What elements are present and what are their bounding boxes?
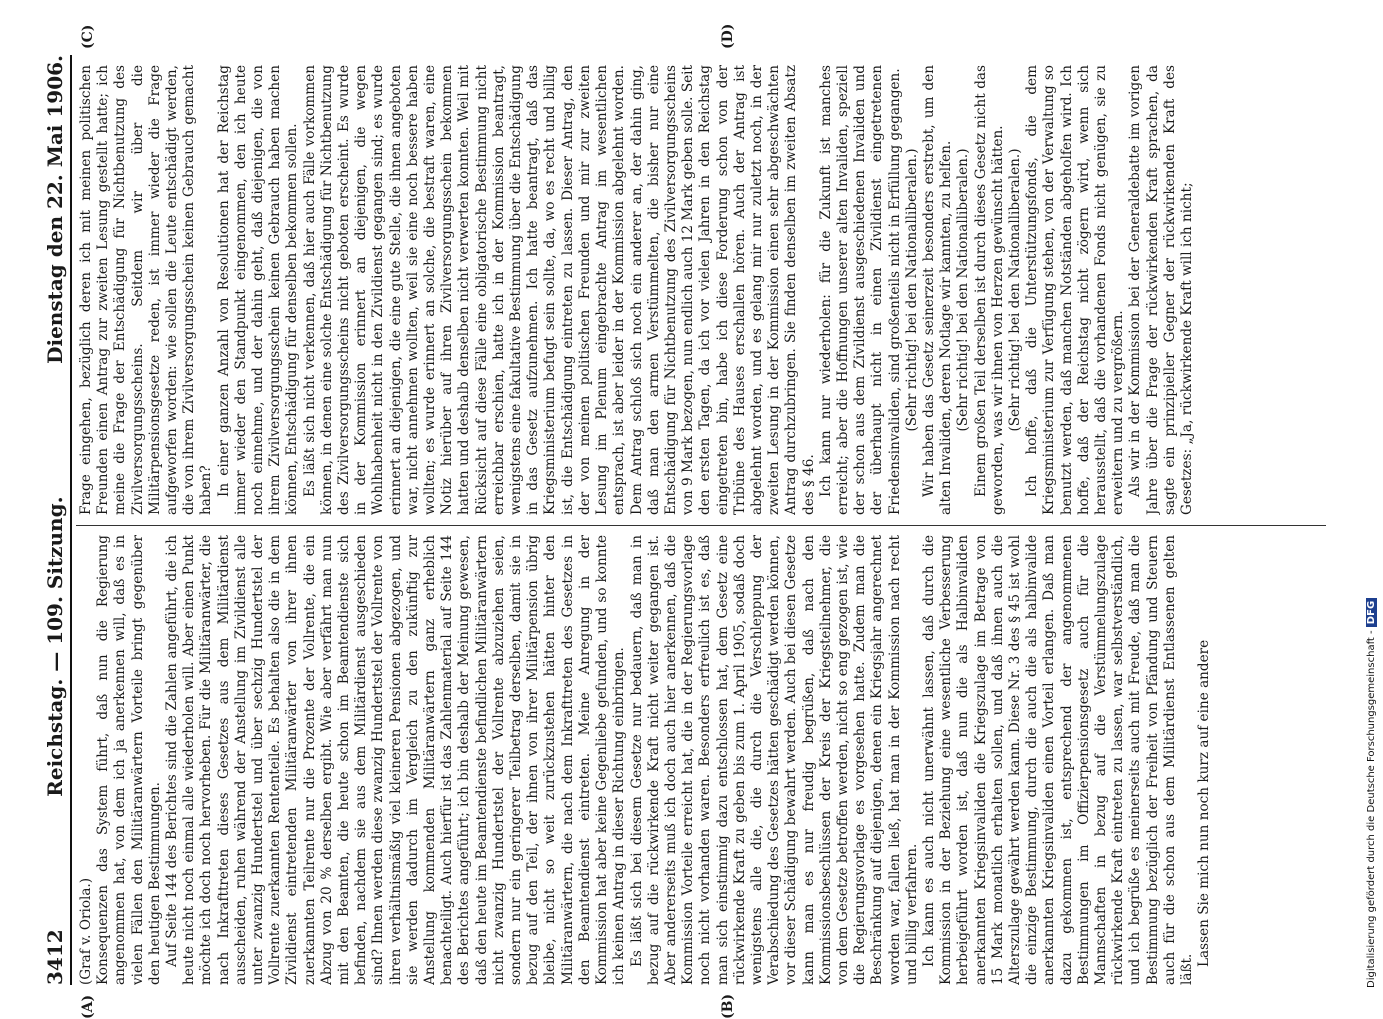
paragraph: Ich kann es auch nicht unerwähnt lassen, daß durch die Kommission in der Beziehung eine wesentliche Verbesserung herbeigeführt worden ist, daß nun die als Halbinvaliden anerkannten Kriegsinvaliden die Kriegszulage im Betrage von 15 Mark monatlich erhalten sollen, und daß ihnen auch die Alterszulage gewährt werden kann. Diese Nr. 3 des § 45 ist wohl die einzige Bestimmung, durch die auch die als halbinvalide anerkannten Kriegsinvaliden einen Vorteil erlangen. Daß man dazu gekommen ist, entsprechend der angenommenen Bestimmungen im Offizierpensionsgesetz auch für die Mannschaften in bezug auf die Verstümmelungszulage rückwirkende Kraft eintreten zu lassen, war selbstverständlich, und ich begrüße es meinerseits auch mit Freude, daß man die Bestimmung bezüglich der Freiheit von Pfändung und Steuern auch für die schon aus dem Militärdienst Entlassenen gelten läßt. (920, 535, 1195, 985)
interjection: (Sehr richtig! bei den Nationalliberalen.) (903, 148, 920, 432)
session-date: Dienstag den 22. Mai 1906. (43, 55, 67, 364)
page-number: 3412 (43, 929, 67, 985)
dfg-logo: DFG (1366, 598, 1377, 627)
paragraph: Als wir in der Kommission bei der Generaldebatte im vorigen Jahre über die Frage der rückwirkenden Kraft sprachen, da sagte ein prinzipieller Gegner der rückwirkenden Kraft des Gesetzes: „Ja, rückwirkende Kraft will ich nicht; (1127, 65, 1195, 515)
session-title: Reichstag. — 109. Sitzung. (43, 496, 67, 797)
left-column (78, 535, 1328, 985)
speaker-label: (Graf v. Oriola.) (78, 877, 94, 985)
margin-marker-d: (D) (720, 23, 736, 49)
right-column (78, 65, 1328, 515)
paragraph: Ich hoffe, daß die Unterstützungsfonds, die dem Kriegsministerium zur Verfügung stehen, von der Verwaltung so benutzt werden, daß manchen Notständen abgeholfen wird. Ich hoffe, daß der Reichstag nicht zögern wird, wenn sich herausstellt, daß die vorhandenen Fonds nicht genügen, sie zu erweitern und zu vergrößern. (1024, 65, 1127, 515)
credit-text: Digitalisierung gefördert durch die Deutsche Forschungsgemeinschaft - (1366, 627, 1377, 988)
digitization-credit (1365, 8, 1379, 988)
margin-marker-b: (B) (720, 993, 736, 1019)
paragraph: Wir haben das Gesetz seinerzeit besonders erstrebt, um den alten Invaliden, deren Notlage wir kannten, zu helfen. (920, 65, 955, 515)
paragraph: Es läßt sich nicht verkennen, daß hier auch Fälle vorkommen können, in denen eine solche Entschädigung für Nichtbenutzung des Zivilversorgungsscheins nicht geboten erscheint. Es wurde in der Kommission erinnert an diejenigen, die wegen Wohlhabenheit nicht in den Zivildienst gegangen sind; es wurde erinnert an diejenigen, die eine gute Stelle, die ihnen angeboten war, nicht annehmen wollten, weil sie eine noch bessere haben wollten; es wurde erinnert an solche, die bestraft waren, eine Notiz hierüber auf ihren Zivilversorgungsschein bekommen hatten und deshalb denselben nicht verwerten konnten. Weil mit Rücksicht auf diese Fälle eine obligatorische Bestimmung nicht erreichbar erschien, hatte ich in der Kommission beantragt, wenigstens eine fakultative Bestimmung über die Entschädigung in das Gesetz aufzunehmen. Ich hatte beantragt, daß das Kriegsministerium befugt sein sollte, da, wo es recht und billig ist, die Entschädigung eintreten zu lassen. Dieser Antrag, den der von meinen politischen Freunden und mir zur zweiten Lesung im Plenum eingebrachte Antrag im wesentlichen entsprach, ist aber leider in der Kommission abgelehnt worden. Dem Antrag schloß sich noch ein anderer an, der dahin ging, daß man den armen Verstümmelten, die bisher nur eine Entschädigung für Nichtbenutzung des Zivilversorgungsscheins von 9 Mark bezogen, nun endlich auch 12 Mark geben solle. Seit den ersten Tagen, da ich vor vielen Jahren in den Reichstag eingetreten bin, habe ich diese Forderung schon von der Tribüne des Hauses erschallen hören. Auch der Antrag ist abgelehnt worden, und es gelang mir nur zuletzt noch, in der zweiten Lesung in der Kommission einen sehr abgeschwächten Antrag durchzubringen. Sie finden denselben im zweiten Absatz des § 46. (301, 65, 817, 515)
interjection: (Sehr richtig! bei den Nationalliberalen.) (1006, 148, 1023, 432)
column-divider (76, 525, 1326, 526)
paragraph: Frage eingehen, bezüglich deren ich mit meinen politischen Freunden einen Antrag zur zweiten Lesung gestellt hatte; ich meine die Frage der Entschädigung für Nichtbenutzung des Zivilversorgungsscheins. Seitdem wir über die Militärpensionsgesetze reden, ist immer wieder die Frage aufgeworfen worden: wie sollen die Leute entschädigt werden, die von ihrem Zivilversorgungsschein keinen Gebrauch gemacht haben? (78, 65, 215, 515)
paragraph: Einem großen Teil derselben ist durch dieses Gesetz nicht das geworden, was wir ihnen von Herzen gewünscht hätten. (972, 65, 1006, 515)
document-page (40, 23, 1340, 1019)
margin-marker-c: (C) (80, 24, 96, 49)
paragraph: Es läßt sich bei diesem Gesetze nur bedauern, daß man in bezug auf die rückwirkende Kraft nicht weiter gegangen ist. Aber andererseits muß ich doch auch hier anerkennen, daß die Kommission Vorteile erreicht hat, die in der Regierungsvorlage noch nicht vorhanden waren. Besonders erfreulich ist es, daß man sich einstimmig dazu entschlossen hat, dem Gesetz eine rückwirkende Kraft zu geben bis zum 1. April 1905, sodaß doch wenigstens alle die, die durch die Verschleppung der Verabschiedung des Gesetzes hätten geschädigt werden können, vor dieser Schädigung bewahrt werden. Auch bei diesen Gesetze kann man es nur freudig begrüßen, daß nach den Kommissionsbeschlüssen der Kreis der Kriegsteilnehmer, die von dem Gesetze betroffen werden, nicht so eng gezogen ist, wie die Regierungsvorlage es vorgesehen hatte. Zudem man die Beschränkung auf diejenigen, denen ein Kriegsjahr angerechnet worden war, fallen ließ, hat man in der Kommission nach recht und billig verfahren. (628, 535, 920, 985)
paragraph: Konsequenzen das System führt, daß nun die Regierung angenommen hat, von dem ich ja anerkennen will, daß es in vielen Fällen den Militäranwärtern Vorteile bringt gegenüber den heutigen Bestimmungen. (95, 535, 163, 985)
paragraph: Lassen Sie mich nun noch kurz auf eine andere (1196, 639, 1213, 967)
paragraph: Ich kann nur wiederholen: für die Zukunft ist manches erreicht; aber die Hoffnungen unserer alten Invaliden, speziell der schon aus dem Zivildienst ausgeschiedenen Invaliden und der überhaupt nicht in einen Zivildienst eingetretenen Friedensinvaliden, sind großenteils nicht in Erfüllung gegangen. (817, 65, 903, 515)
page-header (40, 55, 72, 985)
paragraph: In einer ganzen Anzahl von Resolutionen hat der Reichstag immer wieder den Standpunkt eingenommen, den ich heute noch einnehme, und der dahin geht, daß diejenigen, die von ihrem Zivilversorgungsschein keinen Gebrauch haben machen können, Entschädigung für denselben bekommen sollen. (215, 65, 301, 515)
interjection: (Sehr richtig! bei den Nationalliberalen.) (955, 148, 972, 432)
paragraph: Auf Seite 144 des Berichtes sind die Zahlen angeführt, die ich heute nicht noch einmal alle wiederholen will. Aber einen Punkt möchte ich doch noch hervorheben. Für die Militäranwärter, die nach Inkrafttreten dieses Gesetzes aus dem Militärdienst ausscheiden, ruhen während der Anstellung im Zivildienst alle unter zwanzig Hundertstel und über sechzig Hundertstel der Vollrente zuerkannten Rententeile. Es behalten also die in dem Zivildienst eintretenden Militäranwärter von ihrer ihnen zuerkannten Teilrente nur die Prozente der Vollrente, die ein Abzug von 20 % derselben ergibt. Wie aber verfährt man nun mit den Beamten, die heute schon im Beamtendienste sich befinden, nachdem sie aus dem Militärdienst ausgeschieden sind? Ihnen werden diese zwanzig Hundertstel der Vollrente von ihren verhältnismäßig viel kleineren Pensionen abgezogen, und sie werden dadurch im Vergleich zu den zukünftig zur Anstellung kommenden Militäranwärtern ganz erheblich benachteiligt. Auch hierfür ist das Zahlenmaterial auf Seite 144 des Berichtes angeführt; ich bin deshalb der Meinung gewesen, daß den heute im Beamtendienste befindlichen Militäranwärtern nicht zwanzig Hundertstel der Vollrente abzuziehen seien, sondern nur ein geringerer Teilbetrag derselben, damit sie in bezug auf den Teil, der ihnen von ihrer Militärpension übrig bleibe, nicht so weit zurückzustehen hätten hinter den Militäranwärtern, die nach dem Inkrafttreten des Gesetzes in den Beamtendienst eintreten. Meine Anregung in der Kommission hat aber keine Gegenliebe gefunden, und so konnte ich keinen Antrag in dieser Richtung einbringen. (164, 535, 628, 985)
margin-marker-a: (A) (80, 994, 96, 1019)
